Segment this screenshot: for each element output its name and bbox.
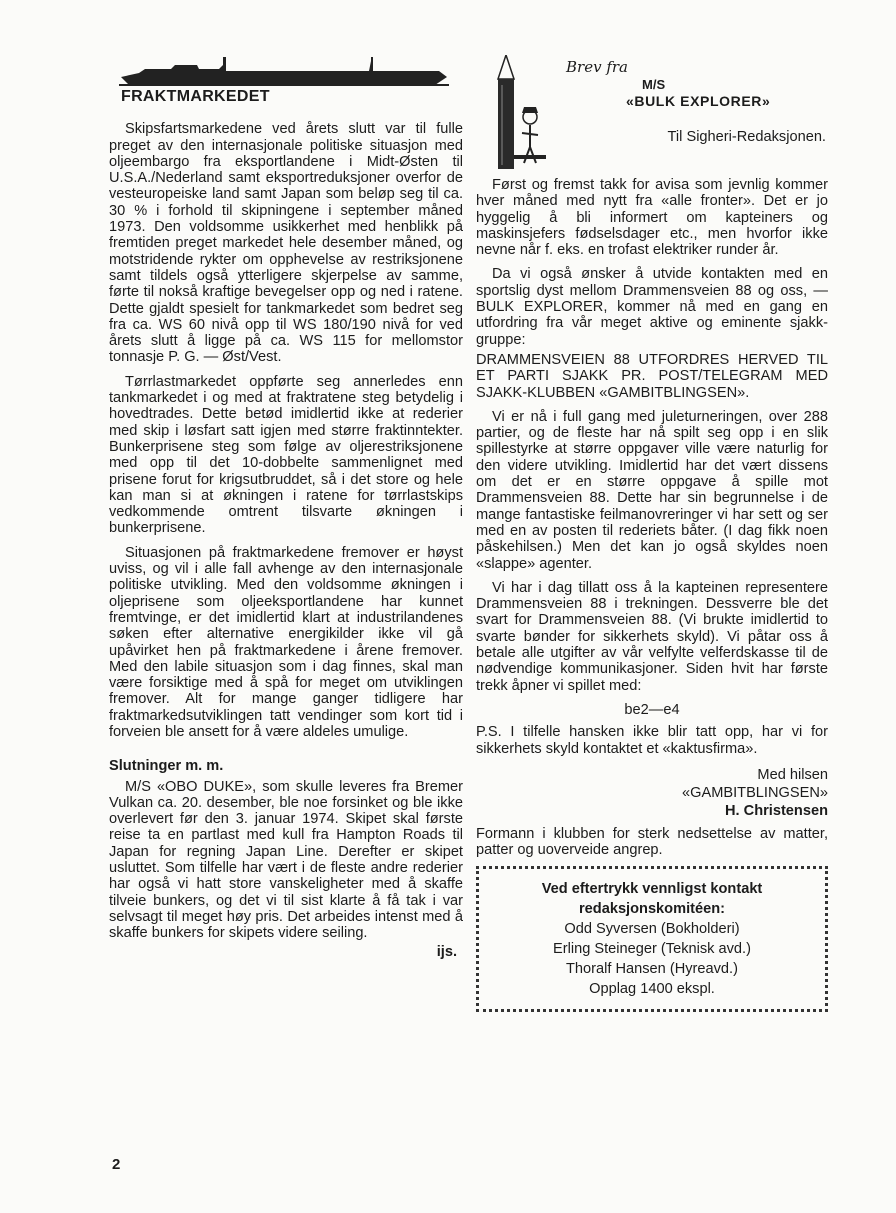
author-name: H. Christensen bbox=[725, 803, 828, 820]
notice-line: Ved eftertrykk vennligst kontakt bbox=[541, 881, 763, 898]
article-paragraph: Tørrlastmarkedet oppførte seg annerledes enn tankmarkedet i og med at fraktratene steg betydelig i hovedtrades. Dette betød imidlertid ikke at rederier med skip i løsfart satt igjen med større fraktinntekter. Bunkerprisene steg som følge av oljerestriksjonene med opp til det 10-dobbelte sammenlignet med prisene forut for krigsutbruddet, så i det store og hele kan man si at økningen i ratene for tørrlastskips vedkommende omtrent tilsvarte økningen i bunkerprisene. bbox=[109, 373, 463, 537]
letter-paragraph: Vi er nå i full gang med juleturneringen, over 288 partier, og de fleste har nå spilt seg opp i en slik spillestyrke at større oppgaver ville være naturlig for den videre utvikling. Imidlertid har det vært dissens om det er en større oppgave å spille mot Drammensveien 88. Dette har sin begrunnelse i de mange fantastiske feilmanovreringer vi har sett og ser med en av posten til rederiets båter. (I dag fikk noen påskehilsen.) Men det kan jo også skyldes noen «slappe» agenter. bbox=[476, 408, 828, 572]
right-column bbox=[476, 55, 828, 1012]
notice-line: Erling Steineger (Teknisk avd.) bbox=[553, 941, 751, 958]
letter-header bbox=[476, 55, 828, 177]
ship-name: «BULK EXPLORER» bbox=[626, 93, 771, 109]
ship-illustration bbox=[119, 55, 449, 89]
left-column bbox=[109, 55, 463, 960]
club-name: «GAMBITBLINGSEN» bbox=[682, 785, 828, 802]
script-title: Brev fra bbox=[566, 58, 628, 76]
letter-addressee: Til Sigheri-Redaksjonen. bbox=[667, 129, 826, 145]
letter-paragraph: Vi har i dag tillatt oss å la kapteinen representere Drammensveien 88 i trekningen. Dessverre ble det svart for Drammensveien 88. (Vi brukte imidlertid to svarte bønder for sikkerhets skyld). Vi påtar oss å betale alle utgifter av vår velfylte velferdskasse til de nødvendige kommunikasjoner. Siden hvit har første trekk åpner vi spillet med: bbox=[476, 579, 828, 694]
article-heading: FRAKTMARKEDET bbox=[121, 88, 270, 105]
notice-line: redaksjonskomitéen: bbox=[579, 901, 725, 918]
notice-line: Opplag 1400 ekspl. bbox=[589, 981, 715, 998]
notice-line: Odd Syversen (Bokholderi) bbox=[564, 921, 740, 938]
article-paragraph: Skipsfartsmarkedene ved årets slutt var til fulle preget av den internasjonale politiske situasjon med oljeembargo fra eksportlandene i Midt-Østen til U.S.A./Nederland samt eksportreduksjoner overfor de vesteuropeiske land samt Japan som beløp seg til ca. 30 % i forhold til skipningene i september måned 1973. Den voldsomme usikkerhet med henblikk på fremtiden preget markedet hele desember måned, og motstridende rykter om opphevelse av restriksjonene samt tildels også ytterligere skjerpelse av samme, førte til nokså kraftige bevegelser opp og ned i ratene. Dette gjaldt spesielt for tankmarkedet som bedret seg fra ca. WS 60 nivå opp til WS 180/190 nivå for ved årets slutt å ligge på ca. WS 115 for mellomstor tonnasje P. G. — Øst/Vest. bbox=[109, 121, 463, 366]
letter-paragraph: Da vi også ønsker å utvide kontakten med en sportslig dyst mellom Drammensveien 88 og oss, — BULK EXPLORER, kommer nå med en gang en utfordring fra vår meget aktive og eminente sjakk-gruppe: bbox=[476, 266, 828, 348]
closing-line: Med hilsen bbox=[757, 766, 828, 783]
article-signature: ijs. bbox=[436, 943, 457, 960]
article-paragraph: Situasjonen på fraktmarkedene fremover er høyst uviss, og vil i alle fall avhenge av den internasjonale politiske utvikling. Med den voldsomme økningen i oljeprisene som oljeeksportlandene har kunnet fremtvinge, er det imidlertid klart at industrilandenes søken efter alternative energikilder ikke vil gå upåvirket hen på fraktmarkedene i årene fremover. Med den labile situasjon som i dag finnes, skal man være forsiktige med å spå for meget om utviklingen fremover. Alt for mange ganger tidligere har fraktmarkedsutviklingen tatt vendinger som kort tid i forveien ble ansett for å være aldeles umulige. bbox=[109, 544, 463, 740]
article-subheading: Slutninger m. m. bbox=[109, 758, 224, 775]
author-title: Formann i klubben for sterk nedsettelse av matter, patter og uoverveide angrep. bbox=[476, 825, 828, 858]
chess-challenge: DRAMMENSVEIEN 88 UTFORDRES HERVED TIL ET PARTI SJAKK PR. POST/TELEGRAM MED SJAKK-KLUBBEN «GAMBITBLINGSEN». bbox=[476, 351, 828, 401]
chess-move: be2—e4 bbox=[624, 701, 680, 718]
page-number: 2 bbox=[112, 1156, 121, 1173]
editorial-notice-box bbox=[476, 866, 828, 1012]
ship-prefix: M/S bbox=[642, 77, 666, 92]
postscript: P.S. I tilfelle hansken ikke blir tatt opp, har vi for sikkerhets skyld kontaktet et «kaktusfirma». bbox=[476, 724, 828, 757]
letter-paragraph: Først og fremst takk for avisa som jevnlig kommer hver måned med nytt fra «alle fronter». Det er jo hyggelig å bli informert om kapteiners og maskinsjefers fødselsdager etc., men hvorfor ikke nevne når f. eks. en trofast elektriker runder år. bbox=[476, 177, 828, 259]
pencil-cartoon-icon bbox=[492, 55, 552, 173]
article-paragraph: M/S «OBO DUKE», som skulle leveres fra Bremer Vulkan ca. 20. desember, ble noe forsinket og ble ikke overlevert før den 3. januar 1974. Skipet skal første reise ta en partlast med kull fra Hampton Roads til Japan for regning Japan Line. Derefter er skipet usluttet. Som tilfelle har vært i de fleste andre rederier har også vi hatt store vanskeligheter med å skaffe tilveie bunkers, og det vi til sist klarte å få tak i var selvsagt til meget høy pris. Det arbeides intenst med å skaffe bunkers for skipets videre seiling. bbox=[109, 778, 463, 942]
notice-line: Thoralf Hansen (Hyreavd.) bbox=[566, 961, 738, 978]
